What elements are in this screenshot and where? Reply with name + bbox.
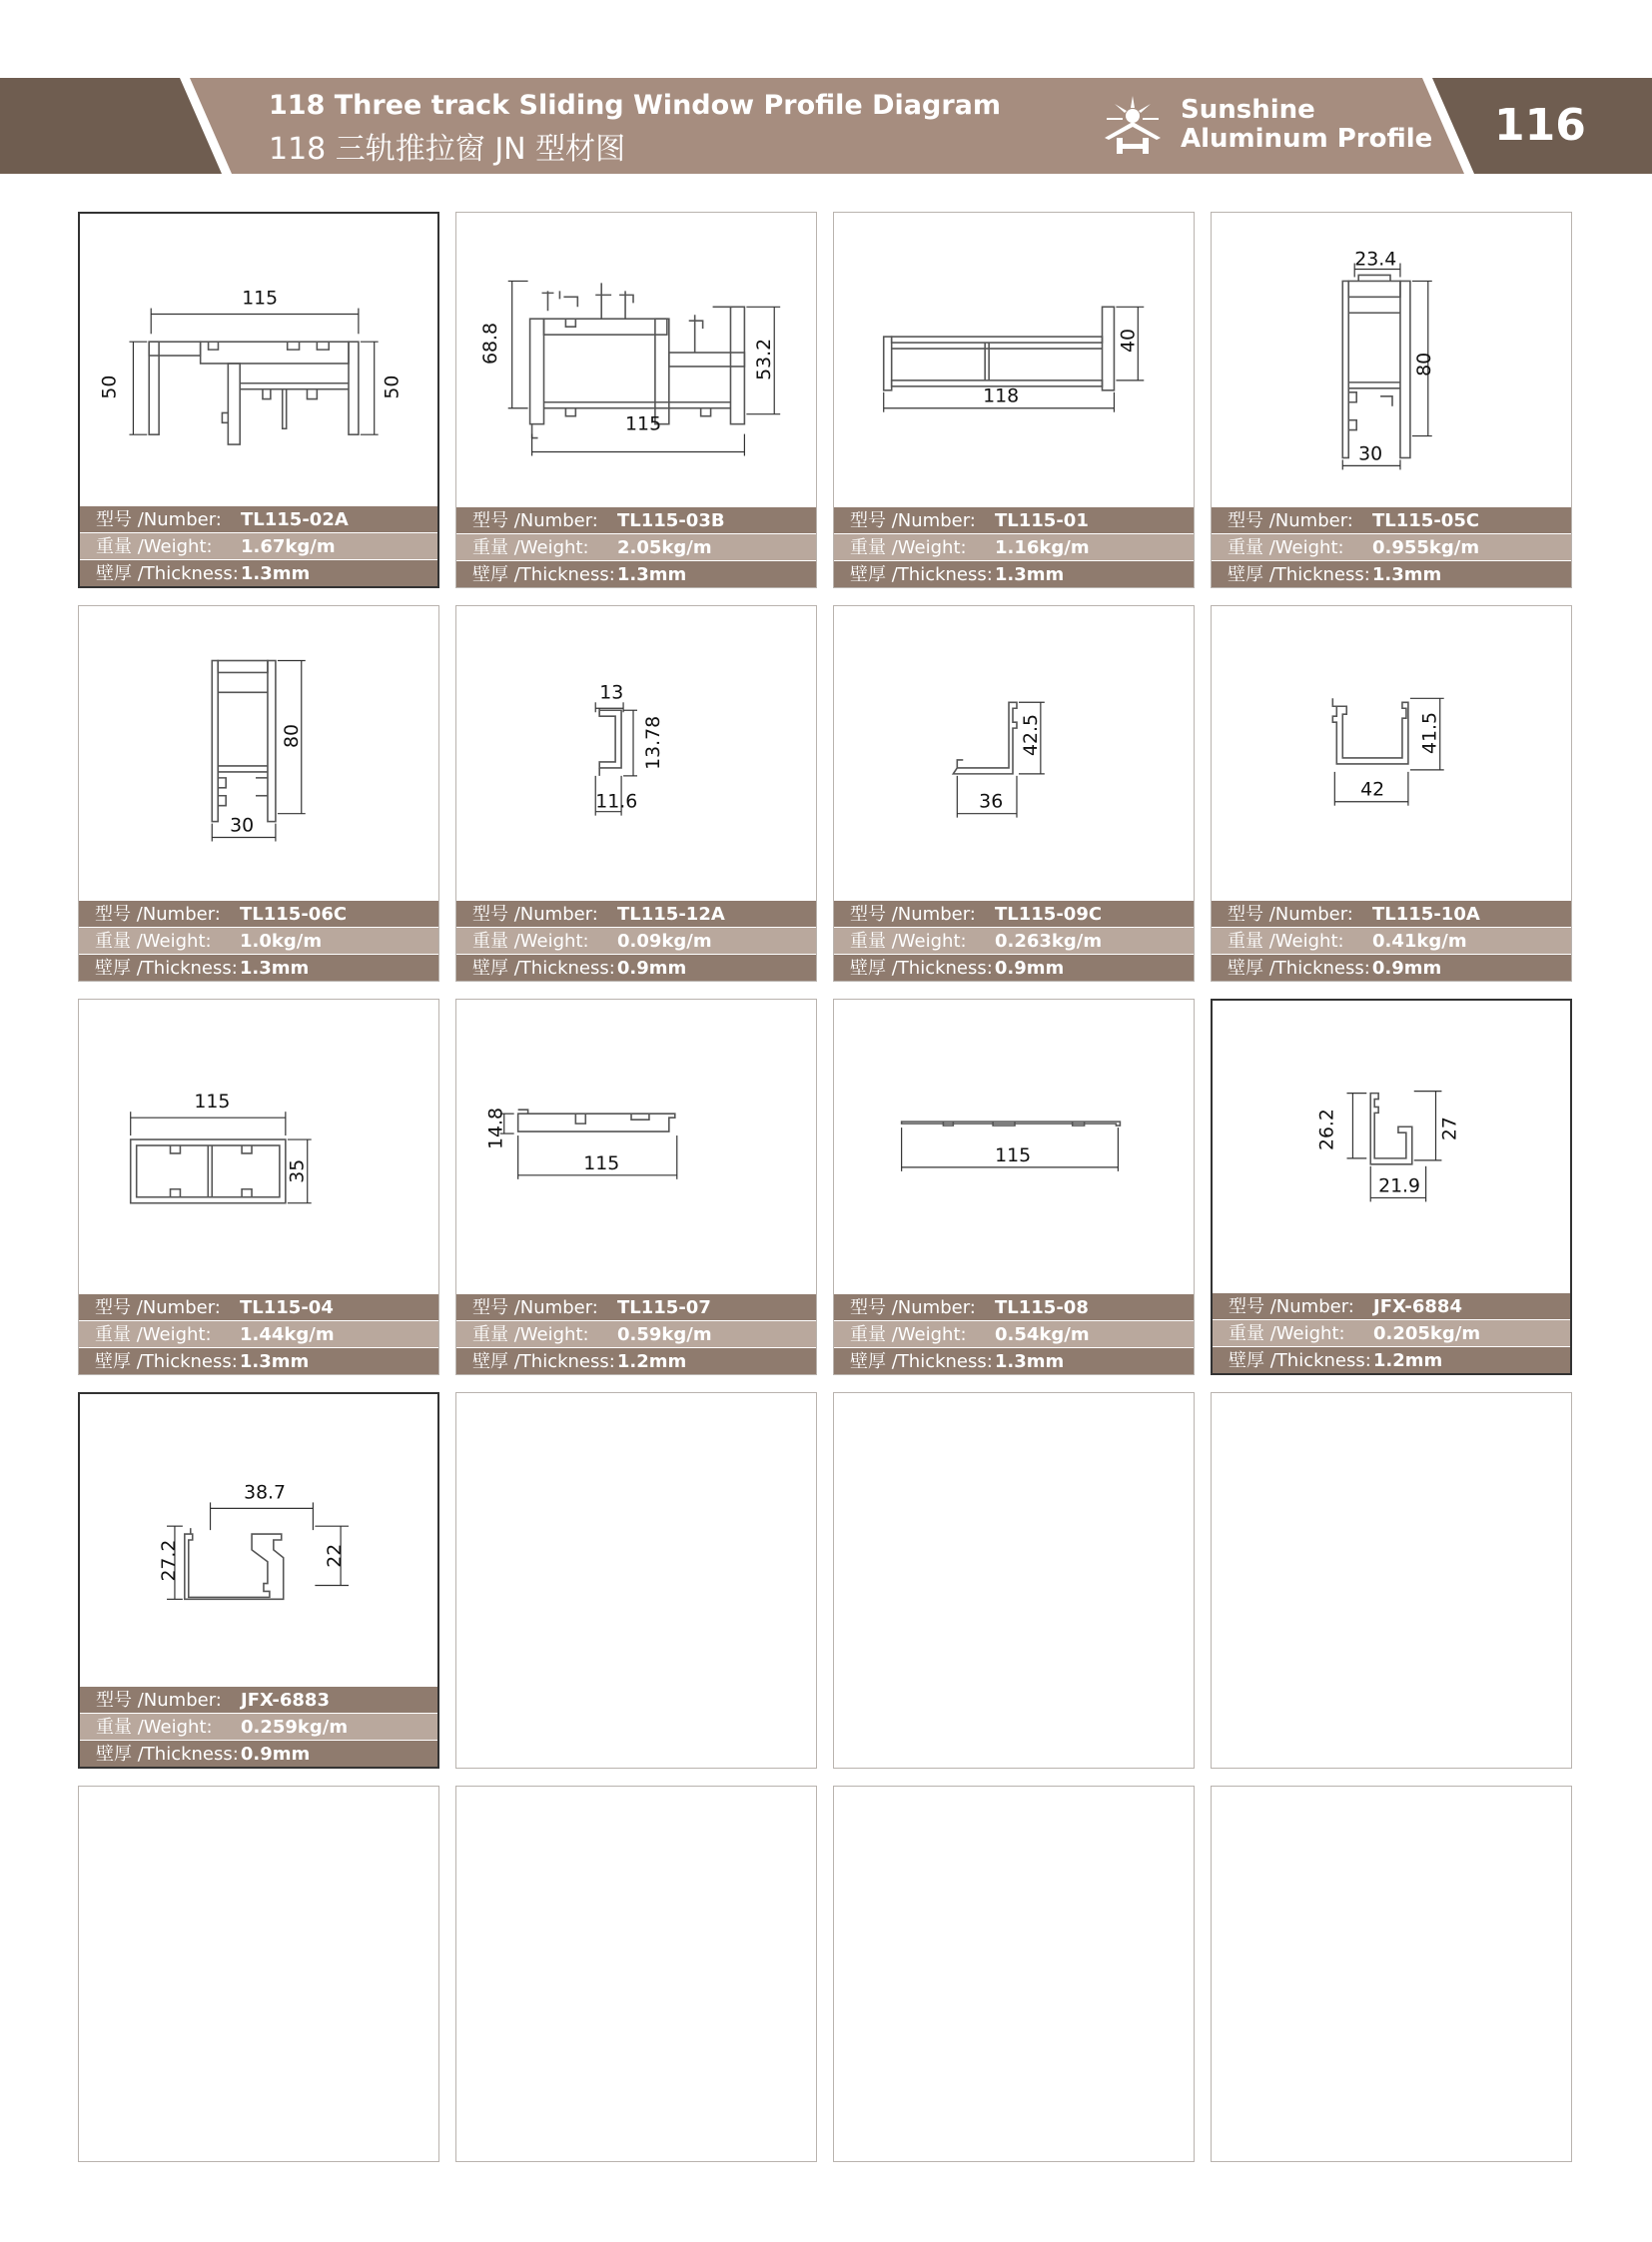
number-label: 型号 /Number:	[1228, 904, 1353, 925]
spec-table	[834, 900, 1194, 981]
weight-label: 重量 /Weight:	[96, 1717, 213, 1738]
spec-table	[80, 505, 437, 586]
profile-drawing	[1212, 606, 1571, 900]
number-label: 型号 /Number:	[850, 1297, 976, 1318]
thickness-label: 壁厚 /Thickness:	[95, 958, 238, 979]
weight-label: 重量 /Weight:	[1229, 1323, 1345, 1344]
thickness-label: 壁厚 /Thickness:	[96, 1744, 239, 1765]
dim-height-right: 22	[325, 1543, 347, 1568]
number-label: 型号 /Number:	[472, 1297, 598, 1318]
number-label: 型号 /Number:	[472, 510, 598, 531]
number-label: 型号 /Number:	[472, 904, 598, 925]
dim-width: 38.7	[244, 1482, 286, 1504]
weight-label: 重量 /Weight:	[96, 536, 213, 557]
profile-drawing	[79, 606, 438, 900]
profile-drawing	[834, 606, 1194, 900]
weight-value: 0.205kg/m	[1373, 1323, 1481, 1344]
dim-height-left: 26.2	[1316, 1109, 1338, 1150]
profile-drawing	[1213, 1001, 1570, 1294]
spec-thickness-row	[834, 954, 1194, 981]
dim-width: 42	[1360, 778, 1385, 801]
spec-thickness-row	[456, 1347, 816, 1374]
profile-card-tl115-09c	[833, 605, 1195, 982]
dim-width: 115	[995, 1143, 1032, 1166]
spec-weight-row	[79, 927, 438, 954]
spec-number-row	[834, 1293, 1194, 1320]
profile-card-tl115-07	[455, 999, 817, 1375]
spec-table	[456, 506, 816, 587]
thickness-value: 1.3mm	[239, 958, 310, 979]
spec-thickness-row	[834, 560, 1194, 587]
thickness-label: 壁厚 /Thickness:	[1229, 1350, 1371, 1371]
number-value: TL115-07	[617, 1297, 711, 1318]
weight-value: 0.59kg/m	[617, 1324, 712, 1345]
number-value: TL115-09C	[995, 904, 1103, 925]
weight-label: 重量 /Weight:	[472, 1324, 589, 1345]
spec-table	[834, 1293, 1194, 1374]
empty-card	[455, 1786, 817, 2162]
spec-table	[456, 1293, 816, 1374]
page-number: 116	[1494, 100, 1586, 151]
brand-name	[1181, 96, 1432, 154]
thickness-value: 0.9mm	[1371, 958, 1442, 979]
thickness-label: 壁厚 /Thickness:	[472, 1351, 615, 1372]
number-label: 型号 /Number:	[850, 510, 976, 531]
spec-number-row	[834, 506, 1194, 533]
spec-weight-row	[456, 927, 816, 954]
title-english: 118 Three track Sliding Window Profile Diagram	[269, 90, 1002, 121]
dim-height-right: 50	[382, 374, 404, 399]
profile-card-tl115-02a	[78, 212, 439, 588]
spec-weight-row	[834, 533, 1194, 560]
spec-thickness-row	[456, 560, 816, 587]
spec-weight-row	[79, 1320, 438, 1347]
number-value: TL115-03B	[617, 510, 725, 531]
thickness-label: 壁厚 /Thickness:	[472, 564, 615, 585]
spec-table	[79, 900, 438, 981]
thickness-label: 壁厚 /Thickness:	[472, 958, 615, 979]
spec-table	[79, 1293, 438, 1374]
weight-label: 重量 /Weight:	[472, 537, 589, 558]
spec-table	[456, 900, 816, 981]
profile-drawing	[834, 1000, 1194, 1293]
spec-thickness-row	[79, 954, 438, 981]
profile-drawing	[80, 1394, 437, 1688]
spec-thickness-row	[834, 1347, 1194, 1374]
profile-drawing	[834, 213, 1194, 506]
number-value: TL115-02A	[241, 509, 349, 530]
spec-thickness-row	[80, 559, 437, 586]
weight-label: 重量 /Weight:	[850, 1324, 967, 1345]
weight-value: 0.259kg/m	[241, 1717, 349, 1738]
profile-card-tl115-03b	[455, 212, 817, 588]
thickness-label: 壁厚 /Thickness:	[850, 958, 993, 979]
number-value: JFX-6884	[1373, 1296, 1462, 1317]
dim-width: 115	[194, 1091, 231, 1114]
number-value: TL115-08	[995, 1297, 1089, 1318]
spec-table	[834, 506, 1194, 587]
weight-label: 重量 /Weight:	[850, 537, 967, 558]
number-value: TL115-12A	[617, 904, 725, 925]
spec-thickness-row	[79, 1347, 438, 1374]
thickness-label: 壁厚 /Thickness:	[850, 564, 993, 585]
spec-weight-row	[80, 1713, 437, 1740]
spec-weight-row	[1212, 533, 1571, 560]
thickness-value: 1.3mm	[994, 1351, 1065, 1372]
spec-thickness-row	[1212, 954, 1571, 981]
number-value: TL115-01	[995, 510, 1089, 531]
thickness-value: 1.2mm	[1372, 1350, 1443, 1371]
dim-height-left: 27.2	[158, 1539, 180, 1582]
spec-thickness-row	[456, 954, 816, 981]
number-label: 型号 /Number:	[1228, 510, 1353, 531]
number-label: 型号 /Number:	[96, 509, 222, 530]
profile-drawing	[456, 213, 816, 506]
spec-weight-row	[834, 927, 1194, 954]
thickness-value: 0.9mm	[994, 958, 1065, 979]
weight-label: 重量 /Weight:	[95, 1324, 212, 1345]
thickness-value: 1.3mm	[239, 1351, 310, 1372]
number-value: JFX-6883	[241, 1690, 330, 1711]
dim-height: 80	[1412, 352, 1435, 376]
spec-table	[1213, 1292, 1570, 1373]
weight-label: 重量 /Weight:	[95, 931, 212, 952]
thickness-value: 1.3mm	[994, 564, 1065, 585]
weight-label: 重量 /Weight:	[472, 931, 589, 952]
number-label: 型号 /Number:	[96, 1690, 222, 1711]
dim-height: 42.5	[1019, 713, 1042, 756]
spec-thickness-row	[1212, 560, 1571, 587]
dim-height: 41.5	[1418, 711, 1441, 754]
spec-table	[80, 1686, 437, 1767]
weight-value: 0.41kg/m	[1372, 931, 1467, 952]
number-value: TL115-05C	[1372, 510, 1480, 531]
dim-width: 36	[979, 790, 1004, 813]
weight-label: 重量 /Weight:	[1228, 931, 1344, 952]
weight-label: 重量 /Weight:	[1228, 537, 1344, 558]
thickness-label: 壁厚 /Thickness:	[850, 1351, 993, 1372]
profile-card-tl115-10a	[1211, 605, 1572, 982]
empty-card	[833, 1786, 1195, 2162]
dim-width: 21.9	[1378, 1175, 1420, 1197]
profile-card-tl115-06c	[78, 605, 439, 982]
dim-height: 14.8	[484, 1107, 507, 1149]
profile-card-tl115-12a	[455, 605, 817, 982]
weight-value: 1.44kg/m	[240, 1324, 335, 1345]
weight-value: 1.16kg/m	[995, 537, 1090, 558]
dim-top-width: 13	[599, 681, 624, 704]
dim-height: 13.78	[641, 715, 664, 770]
dim-width: 115	[625, 412, 662, 435]
dim-bottom-width: 11.6	[595, 790, 638, 813]
profile-drawing	[456, 606, 816, 900]
profile-drawing	[456, 1000, 816, 1293]
dim-height: 40	[1117, 329, 1140, 354]
number-value: TL115-06C	[240, 904, 348, 925]
spec-number-row	[1212, 506, 1571, 533]
spec-thickness-row	[1213, 1346, 1570, 1373]
empty-card	[1211, 1786, 1572, 2162]
empty-card	[1211, 1392, 1572, 1769]
dim-height: 35	[286, 1158, 309, 1183]
thickness-value: 0.9mm	[240, 1744, 311, 1765]
weight-value: 0.263kg/m	[995, 931, 1103, 952]
title-chinese: 118 三轨推拉窗 JN 型材图	[269, 132, 626, 167]
profile-card-tl115-01	[833, 212, 1195, 588]
dim-top-width: 23.4	[1354, 248, 1397, 271]
spec-thickness-row	[80, 1740, 437, 1767]
spec-number-row	[1213, 1292, 1570, 1319]
spec-number-row	[456, 900, 816, 927]
spec-number-row	[80, 505, 437, 532]
spec-number-row	[456, 1293, 816, 1320]
number-label: 型号 /Number:	[95, 904, 221, 925]
thickness-value: 1.3mm	[240, 563, 311, 584]
spec-weight-row	[80, 532, 437, 559]
empty-card	[78, 1786, 439, 2162]
number-label: 型号 /Number:	[95, 1297, 221, 1318]
dim-height-right: 27	[1439, 1117, 1461, 1141]
profile-card-tl115-04	[78, 999, 439, 1375]
profile-card-tl115-08	[833, 999, 1195, 1375]
dim-width: 30	[230, 814, 255, 837]
thickness-label: 壁厚 /Thickness:	[95, 1351, 238, 1372]
thickness-value: 1.2mm	[616, 1351, 687, 1372]
profile-card-jfx-6883	[78, 1392, 439, 1769]
dim-width: 115	[583, 1151, 620, 1174]
thickness-value: 1.3mm	[616, 564, 687, 585]
spec-weight-row	[834, 1320, 1194, 1347]
weight-value: 1.0kg/m	[240, 931, 323, 952]
spec-weight-row	[456, 533, 816, 560]
spec-number-row	[1212, 900, 1571, 927]
thickness-value: 1.3mm	[1371, 564, 1442, 585]
number-value: TL115-04	[240, 1297, 334, 1318]
spec-table	[1212, 900, 1571, 981]
profile-card-tl115-05c	[1211, 212, 1572, 588]
weight-value: 2.05kg/m	[617, 537, 712, 558]
number-value: TL115-10A	[1372, 904, 1480, 925]
dim-height-left: 68.8	[478, 322, 501, 365]
dim-width: 115	[242, 288, 279, 310]
number-label: 型号 /Number:	[1229, 1296, 1354, 1317]
number-label: 型号 /Number:	[850, 904, 976, 925]
spec-number-row	[79, 1293, 438, 1320]
empty-card	[833, 1392, 1195, 1769]
spec-number-row	[80, 1686, 437, 1713]
thickness-label: 壁厚 /Thickness:	[1228, 958, 1370, 979]
brand-line-1: Sunshine	[1181, 95, 1315, 125]
profile-card-jfx-6884	[1211, 999, 1572, 1375]
thickness-label: 壁厚 /Thickness:	[1228, 564, 1370, 585]
weight-value: 0.09kg/m	[617, 931, 712, 952]
spec-table	[1212, 506, 1571, 587]
dim-height-right: 53.2	[753, 338, 776, 380]
sunshine-logo-icon	[1101, 94, 1165, 158]
dim-width: 118	[983, 384, 1020, 407]
thickness-value: 0.9mm	[616, 958, 687, 979]
dim-height-left: 50	[99, 374, 121, 399]
profile-drawing	[79, 1000, 438, 1293]
dim-width: 30	[1358, 442, 1383, 465]
weight-label: 重量 /Weight:	[850, 931, 967, 952]
spec-weight-row	[1212, 927, 1571, 954]
weight-value: 1.67kg/m	[241, 536, 336, 557]
profile-drawing	[1212, 213, 1571, 506]
spec-weight-row	[1213, 1319, 1570, 1346]
spec-number-row	[834, 900, 1194, 927]
weight-value: 0.955kg/m	[1372, 537, 1480, 558]
weight-value: 0.54kg/m	[995, 1324, 1090, 1345]
spec-number-row	[456, 506, 816, 533]
dim-height: 80	[280, 723, 303, 749]
brand-line-2: Aluminum Profile	[1181, 124, 1433, 154]
spec-weight-row	[456, 1320, 816, 1347]
spec-number-row	[79, 900, 438, 927]
profile-drawing	[80, 214, 437, 507]
thickness-label: 壁厚 /Thickness:	[96, 563, 239, 584]
empty-card	[455, 1392, 817, 1769]
